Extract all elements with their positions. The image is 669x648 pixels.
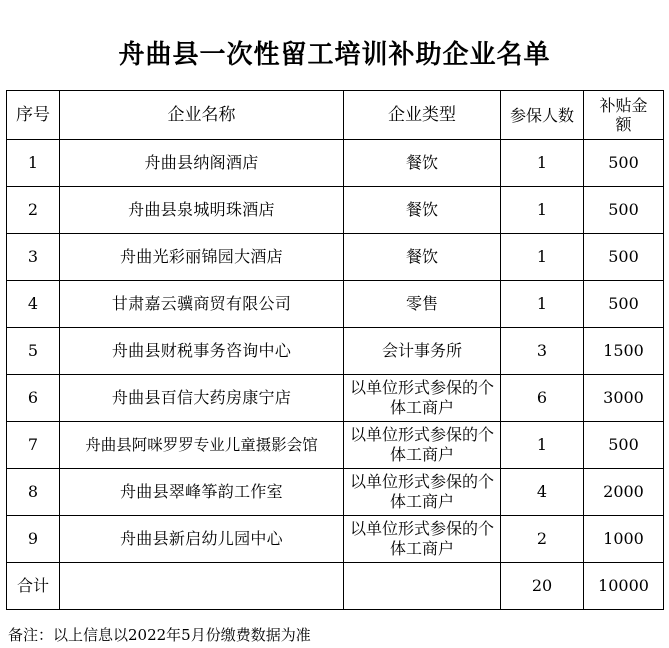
cell-name: 舟曲县财税事务咨询中心 (60, 328, 344, 375)
cell-insured: 4 (501, 469, 584, 516)
cell-subsidy: 3000 (584, 375, 664, 422)
cell-subsidy: 500 (584, 140, 664, 187)
cell-insured: 1 (501, 234, 584, 281)
cell-seq: 4 (7, 281, 60, 328)
cell-name: 舟曲光彩丽锦园大酒店 (60, 234, 344, 281)
cell-type: 零售 (344, 281, 501, 328)
cell-name: 舟曲县翠峰筝韵工作室 (60, 469, 344, 516)
cell-name: 甘肃嘉云骥商贸有限公司 (60, 281, 344, 328)
table-header-row (7, 91, 664, 140)
total-insured: 20 (501, 563, 584, 610)
cell-insured: 1 (501, 187, 584, 234)
cell-seq: 1 (7, 140, 60, 187)
cell-name: 舟曲县新启幼儿园中心 (60, 516, 344, 563)
header-type: 企业类型 (344, 91, 501, 140)
cell-seq: 5 (7, 328, 60, 375)
cell-seq: 8 (7, 469, 60, 516)
header-name: 企业名称 (60, 91, 344, 140)
table-row (7, 234, 664, 281)
cell-subsidy: 500 (584, 234, 664, 281)
header-subsidy: 补贴金额 (584, 91, 664, 140)
table-row (7, 328, 664, 375)
cell-seq: 7 (7, 422, 60, 469)
cell-subsidy: 500 (584, 187, 664, 234)
cell-type: 餐饮 (344, 187, 501, 234)
cell-insured: 1 (501, 281, 584, 328)
cell-name: 舟曲县纳阁酒店 (60, 140, 344, 187)
total-subsidy: 10000 (584, 563, 664, 610)
total-label: 合计 (7, 563, 60, 610)
cell-insured: 6 (501, 375, 584, 422)
cell-insured: 1 (501, 422, 584, 469)
table-row (7, 281, 664, 328)
cell-subsidy: 500 (584, 281, 664, 328)
cell-type: 餐饮 (344, 234, 501, 281)
cell-seq: 9 (7, 516, 60, 563)
cell-name: 舟曲县泉城明珠酒店 (60, 187, 344, 234)
footnote: 备注：以上信息以2022年5月份缴费数据为准 (8, 626, 311, 644)
table-row (7, 516, 664, 563)
cell-insured: 2 (501, 516, 584, 563)
document-title: 舟曲县一次性留工培训补助企业名单 (118, 40, 551, 70)
cell-type: 以单位形式参保的个体工商户 (344, 422, 501, 469)
cell-seq: 2 (7, 187, 60, 234)
header-seq: 序号 (7, 91, 60, 140)
total-empty-name (60, 563, 344, 610)
cell-type: 餐饮 (344, 140, 501, 187)
cell-subsidy: 2000 (584, 469, 664, 516)
table-row (7, 422, 664, 469)
table-body (7, 140, 664, 610)
total-row (7, 563, 664, 610)
total-empty-type (344, 563, 501, 610)
cell-type: 会计事务所 (344, 328, 501, 375)
cell-subsidy: 1500 (584, 328, 664, 375)
table-row (7, 375, 664, 422)
cell-type: 以单位形式参保的个体工商户 (344, 516, 501, 563)
cell-subsidy: 500 (584, 422, 664, 469)
cell-seq: 6 (7, 375, 60, 422)
cell-insured: 1 (501, 140, 584, 187)
table-row (7, 469, 664, 516)
table-row (7, 187, 664, 234)
cell-insured: 3 (501, 328, 584, 375)
header-insured: 参保人数 (501, 91, 584, 140)
cell-subsidy: 1000 (584, 516, 664, 563)
cell-type: 以单位形式参保的个体工商户 (344, 469, 501, 516)
cell-name: 舟曲县百信大药房康宁店 (60, 375, 344, 422)
cell-name: 舟曲县阿咪罗罗专业儿童摄影会馆 (60, 422, 344, 469)
subsidy-table (6, 90, 664, 610)
cell-type: 以单位形式参保的个体工商户 (344, 375, 501, 422)
table-row (7, 140, 664, 187)
cell-seq: 3 (7, 234, 60, 281)
